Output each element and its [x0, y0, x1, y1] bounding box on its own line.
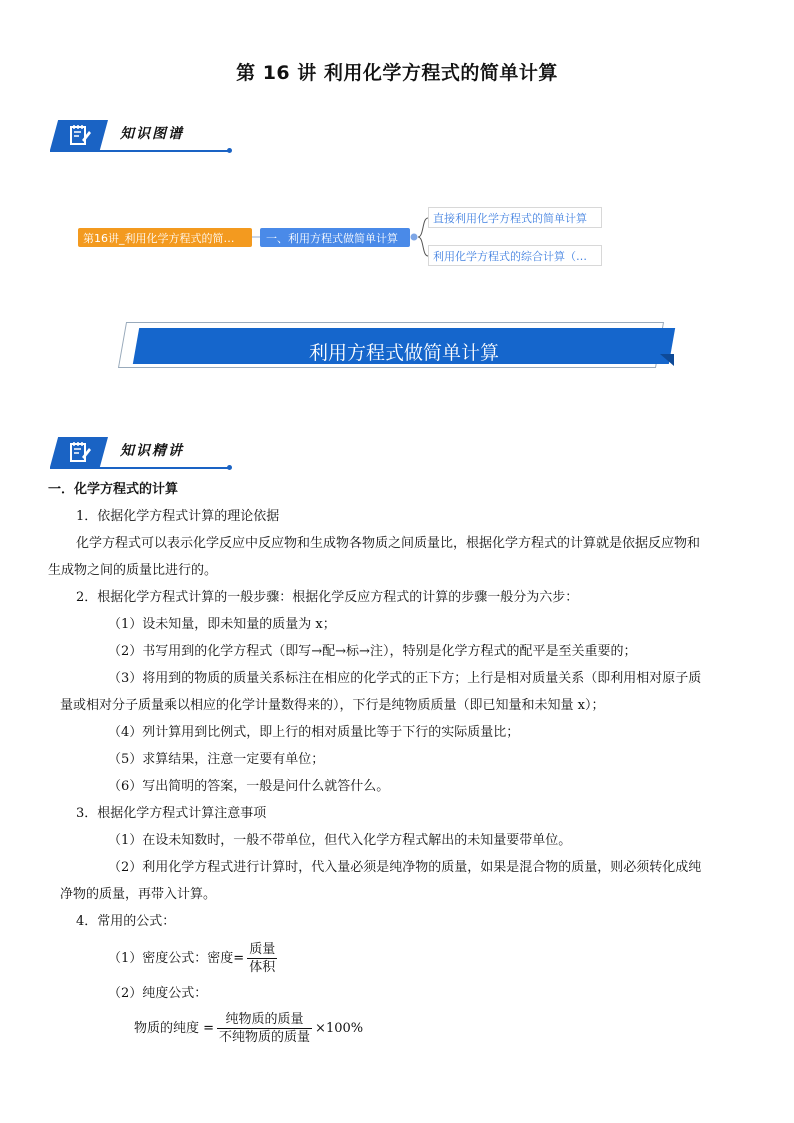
connector-leaf2 — [418, 237, 428, 256]
connector-leaf1 — [418, 218, 428, 237]
section-rule — [50, 467, 230, 469]
note-1: （1）在设未知数时，一般不带单位，但代入化学方程式解出的未知量要带单位。 — [108, 833, 572, 848]
connector-node — [411, 234, 418, 241]
section-header-map — [50, 120, 230, 154]
step-3: （3）将用到的物质的质量关系标注在相应的化学式的正下方；上行是相对质量关系（即利用相对原子质 — [108, 671, 702, 686]
section-header-lecture — [50, 437, 230, 471]
section-label: 知识精讲 — [120, 443, 184, 459]
fraction-denominator: 不纯物质的质量 — [219, 1030, 311, 1045]
formula-lhs: 物质的纯度 = — [134, 1021, 215, 1036]
fraction-denominator: 体积 — [249, 960, 276, 975]
step-1: （1）设未知量，即未知量的质量为 x； — [108, 617, 336, 632]
paragraph-line: 化学方程式可以表示化学反应中反应物和生成物各物质之间质量比，根据化学方程式的计算就是依据反应物和 — [76, 536, 701, 551]
purity-formula — [48, 1011, 753, 1046]
page-title: 第 16 讲 利用化学方程式的简单计算 — [236, 62, 558, 84]
step-4: （4）列计算用到比例式，即上行的相对质量比等于下行的实际质量比； — [108, 725, 520, 740]
content-heading: 一．化学方程式的计算 — [48, 482, 179, 497]
step-5: （5）求算结果，注意一定要有单位； — [108, 752, 325, 767]
lecture-content — [48, 476, 753, 1046]
section-tab — [50, 120, 108, 150]
step-6: （6）写出简明的答案，一般是问什么就答什么。 — [108, 779, 390, 794]
section-tab — [50, 437, 108, 467]
formula-label: （1）密度公式： — [108, 951, 208, 966]
topic-banner — [122, 322, 674, 368]
mindmap-leaf: 直接利用化学方程式的简单计算 — [428, 207, 602, 228]
item-2: 2．根据化学方程式计算的一般步骤：根据化学反应方程式的计算的步骤一般分为六步： — [76, 590, 579, 605]
formula-fraction — [247, 941, 277, 976]
paragraph-line: 生成物之间的质量比进行的。 — [48, 563, 218, 578]
density-formula — [48, 941, 753, 976]
item-3: 3．根据化学方程式计算注意事项 — [76, 806, 267, 821]
notepad-pencil-icon — [68, 123, 92, 147]
note-2: （2）利用化学方程式进行计算时，代入量必须是纯净物的质量，如果是混合物的质量，则必须转化成纯 — [108, 860, 702, 875]
formula-lhs: 密度= — [207, 951, 245, 966]
section-rule — [50, 150, 230, 152]
fraction-numerator: 纯物质的质量 — [225, 1012, 304, 1027]
section-label: 知识图谱 — [120, 126, 184, 142]
item-4: 4．常用的公式： — [76, 914, 176, 929]
banner-title: 利用方程式做简单计算 — [308, 342, 499, 364]
mindmap-leaf: 利用化学方程式的综合计算（… — [428, 245, 602, 266]
step-2: （2）书写用到的化学方程式（即写→配→标→注），特别是化学方程式的配平是至关重要的； — [108, 644, 637, 659]
formula-fraction — [217, 1011, 312, 1046]
item-1: 1．依据化学方程式计算的理论依据 — [76, 509, 280, 524]
purity-formula-label: （2）纯度公式： — [108, 986, 208, 1001]
mindmap-branch: 一、利用方程式做简单计算 — [260, 228, 410, 247]
mindmap-root: 第16讲_利用化学方程式的简… — [78, 228, 252, 247]
notepad-pencil-icon — [68, 440, 92, 464]
fraction-numerator: 质量 — [249, 942, 276, 957]
note-2-continued: 净物的质量，再带入计算。 — [60, 887, 217, 902]
formula-tail: ×100% — [315, 1021, 364, 1036]
step-3-continued: 量或相对分子质量乘以相应的化学计量数得来的），下行是纯物质质量（即已知量和未知量 x）； — [60, 698, 605, 713]
